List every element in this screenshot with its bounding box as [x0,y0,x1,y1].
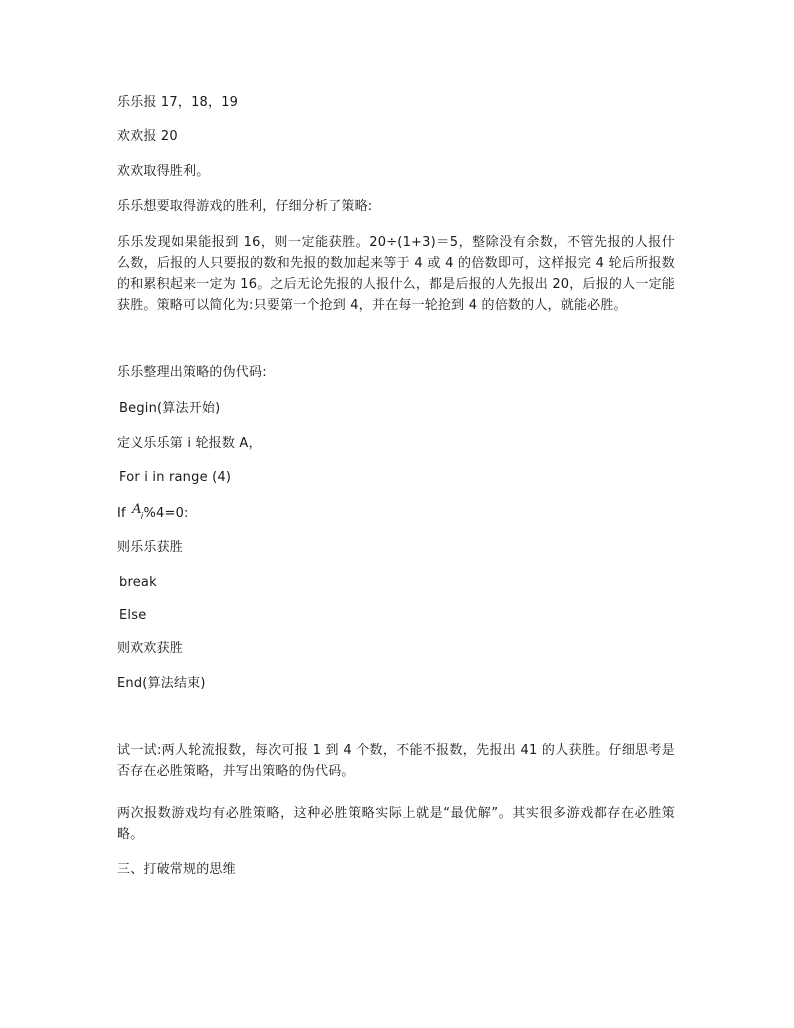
code-if-keyword: If [117,506,131,521]
code-line-huanhuan-wins: 则欢欢获胜 [117,641,184,656]
code-line-end: End(算法结束) [117,676,206,691]
code-if-condition: %4=0: [143,506,189,521]
code-line-lele-wins: 则乐乐获胜 [117,540,184,555]
code-line-for: For i in range (4) [119,470,232,485]
code-line-define: 定义乐乐第 i 轮报数 A， [117,436,262,451]
paragraph-optimal-solution: 两次报数游戏均有必胜策略，这种必胜策略实际上就是“最优解”。其实很多游戏都存在必胜策略。 [117,806,675,842]
text-line-pseudocode-intro: 乐乐整理出策略的伪代码: [117,365,267,380]
code-var-subscript: i [140,512,144,522]
text-line-huanhuan-20: 欢欢报 20 [117,129,178,144]
text-line-lele-17-18-19: 乐乐报 17，18，19 [117,95,239,110]
code-line-break: break [119,575,157,590]
code-line-begin: Begin(算法开始) [119,401,221,416]
section-heading-3: 三、打破常规的思维 [117,862,236,877]
code-line-if [117,502,189,525]
paragraph-try-it: 试一试:两人轮流报数，每次可报 1 到 4 个数，不能不报数，先报出 41 的人获胜。仔细思考是否存在必胜策略，并写出策略的伪代码。 [117,743,675,779]
text-line-huanhuan-wins: 欢欢取得胜利。 [117,164,210,179]
code-line-else: Else [119,608,147,623]
text-line-lele-analysis: 乐乐想要取得游戏的胜利，仔细分析了策略: [117,199,373,214]
code-var-a: A [132,502,142,517]
paragraph-strategy: 乐乐发现如果能报到 16，则一定能获胜。20÷(1+3)＝5，整除没有余数，不管先报的人报什么数，后报的人只要报的数和先报的数加起来等于 4 或 4 的倍数即可，这样报完 4 轮后所报数的和累积起来一定为 16。之后无论先报的人报什么，都是后报的人先报出 20，后报的人一定能获胜。策略可以简化为:只要第一个抢到 4，并在每一轮抢到 4 的倍数的人，就能必胜。 [117,235,675,313]
